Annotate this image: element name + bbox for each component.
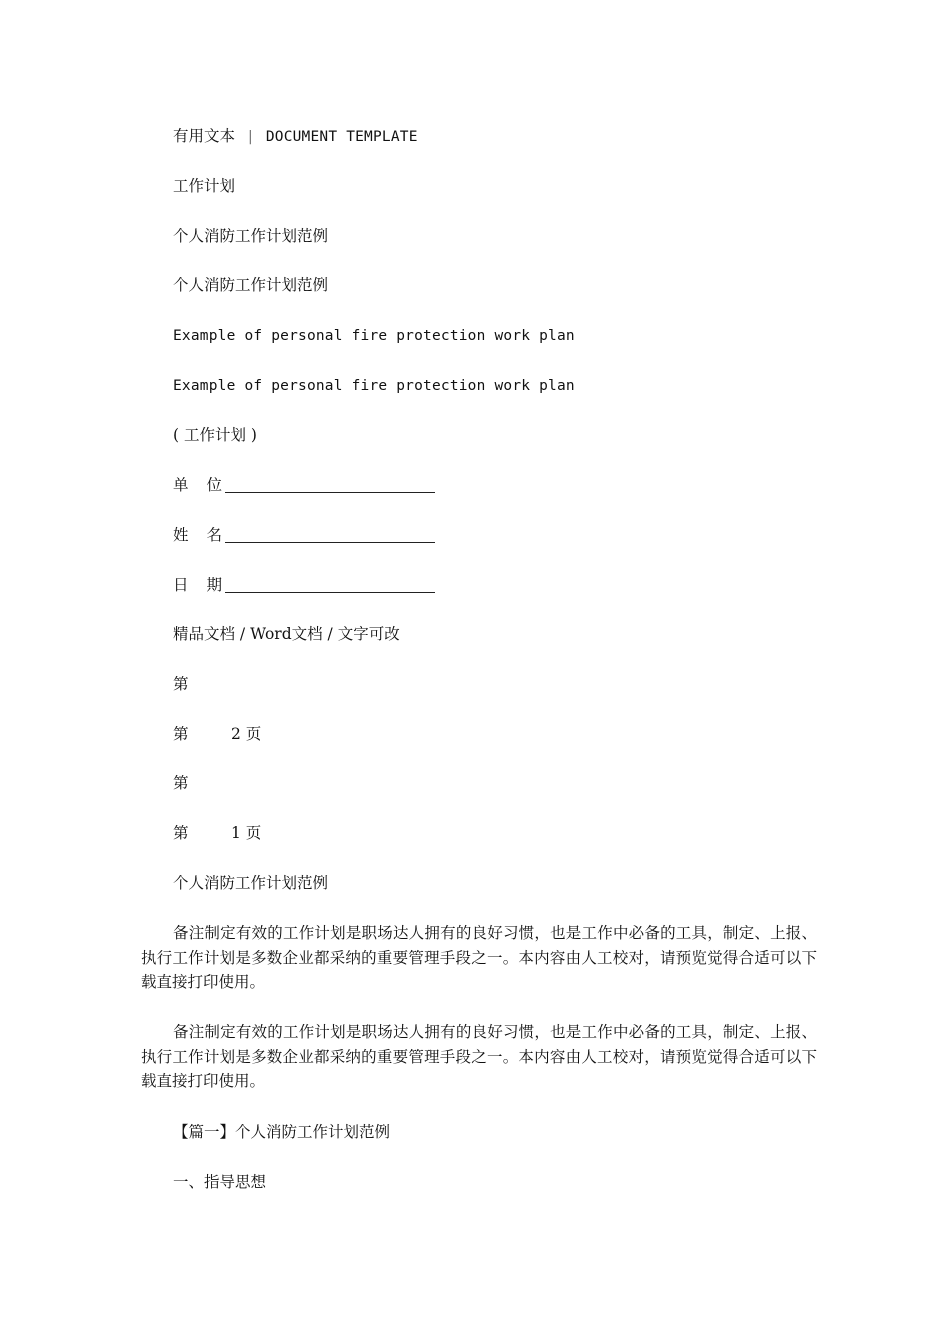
field-unit-label: 单位 [173,476,241,494]
section-heading: 【篇一】个人消防工作计划范例 [173,1123,391,1141]
header-brand: 有用文本 [173,127,236,145]
page-marker-b [173,724,261,744]
header-separator: | [245,129,255,145]
cover-footer-note: 精品文档 / Word文档 / 文字可改 [173,625,400,643]
cover-title-cn-1: 个人消防工作计划范例 [173,227,329,245]
cover-category-paren: ( 工作计划 ) [173,426,257,444]
cover-category: 工作计划 [173,177,236,195]
field-unit-blank [225,478,435,493]
page-marker-d-num: 1 页 [231,824,262,842]
cover-title-cn-2: 个人消防工作计划范例 [173,276,329,294]
subsection-heading: 一、指导思想 [173,1173,267,1191]
page-marker-b-num: 2 页 [231,725,262,743]
page-marker-b-prefix: 第 [173,725,189,743]
field-name-label: 姓名 [173,526,241,544]
page-marker-d [173,823,261,843]
body-title: 个人消防工作计划范例 [173,874,329,892]
page-marker-d-prefix: 第 [173,824,189,842]
field-date-label: 日期 [173,576,241,594]
field-name [173,525,435,545]
body-note-1: 备注制定有效的工作计划是职场达人拥有的良好习惯，也是工作中必备的工具，制定、上报、执行工作计划是多数企业都采纳的重要管理手段之一。本内容由人工校对，请预览觉得合适可以下载直接打印使用。 [141,924,817,991]
field-date [173,575,435,595]
body-note-2: 备注制定有效的工作计划是职场达人拥有的良好习惯，也是工作中必备的工具，制定、上报、执行工作计划是多数企业都采纳的重要管理手段之一。本内容由人工校对，请预览觉得合适可以下载直接打印使用。 [141,1023,817,1090]
field-unit [173,475,435,495]
field-name-blank [225,528,435,543]
cover-title-en-2: Example of personal fire protection work plan [173,378,575,394]
cover-title-en-1: Example of personal fire protection work plan [173,328,575,344]
page-marker-a: 第 [173,675,189,693]
header-template-label: DOCUMENT TEMPLATE [265,129,418,145]
field-date-blank [225,578,435,593]
page-marker-c: 第 [173,774,189,792]
doc-header [173,126,418,147]
